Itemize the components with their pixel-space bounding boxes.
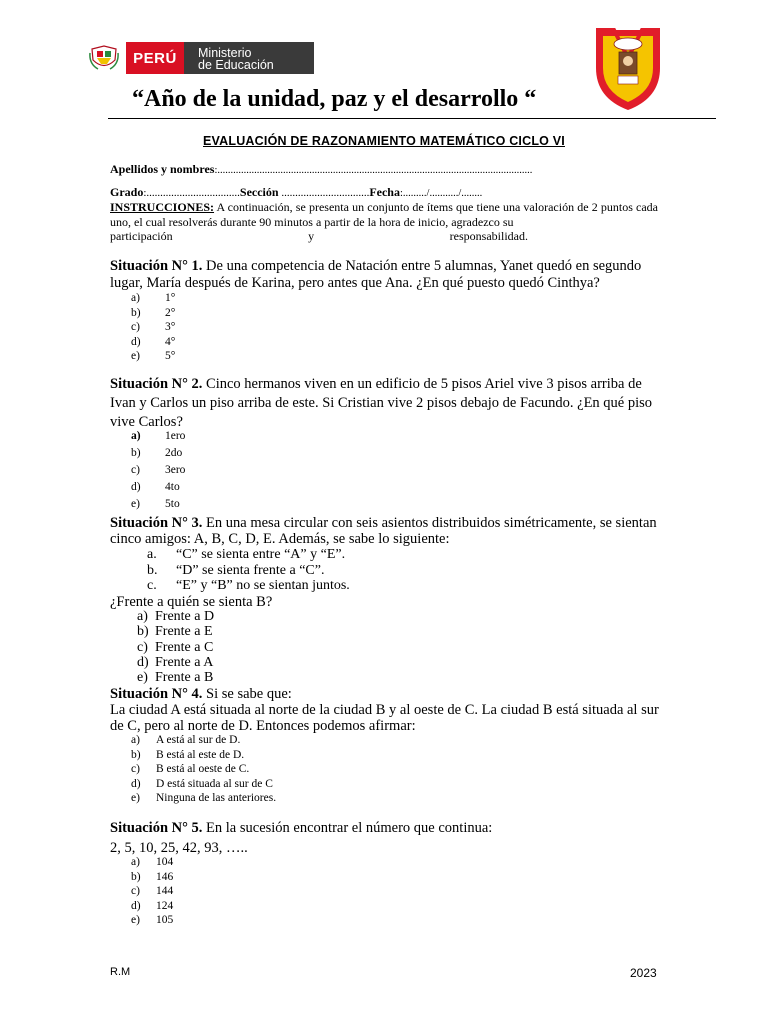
q2-line-1 [110, 375, 670, 394]
option-value: Frente a A [155, 654, 214, 670]
q4-text-2: de C, pero al norte de D. Entonces podemos afirmar: [110, 718, 416, 734]
clue-text: “E” y “B” no se sientan juntos. [176, 578, 350, 593]
option-key: e) [137, 670, 148, 686]
option-value: Frente a D [155, 609, 215, 624]
q4-intro: Si se sabe que: [202, 686, 292, 702]
q1-line-1 [110, 258, 670, 275]
option-value: Frente a C [155, 639, 214, 655]
q3-line-1 [110, 515, 670, 531]
option-value: A está al sur de D. [156, 734, 241, 746]
option-key: a) [131, 856, 140, 868]
option[interactable] [131, 481, 185, 498]
option-key: e) [131, 792, 140, 805]
instructions-last-line [110, 229, 528, 244]
option-value: 5to [165, 498, 180, 510]
question-2 [110, 375, 670, 432]
option-key: b) [131, 306, 141, 319]
option[interactable] [131, 870, 173, 885]
option[interactable] [131, 350, 175, 365]
option-key: c) [137, 639, 148, 655]
names-fill: :........................................................................................................................ [214, 165, 533, 176]
option-value: 124 [156, 899, 174, 912]
option[interactable] [131, 464, 185, 481]
option-value: 2° [165, 306, 176, 319]
q3-text-1: En una mesa circular con seis asientos distribuidos simétricamente, se sientan [202, 515, 657, 531]
option-value: 146 [156, 870, 174, 883]
footer-year: 2023 [630, 966, 657, 980]
motto-open-quote: “ [132, 86, 144, 112]
clue-text: “D” se sienta frente a “C”. [176, 562, 325, 578]
option-value: 104 [156, 856, 174, 868]
option-key: d) [131, 899, 141, 912]
option-value: 2do [165, 447, 183, 459]
motto-text: Año de la unidad, paz y el desarrollo “ [144, 86, 537, 112]
option-key: d) [131, 481, 141, 493]
option[interactable] [137, 609, 214, 624]
option[interactable] [131, 430, 185, 447]
q4-label: Situación N° 4. [110, 686, 203, 702]
option-value: 144 [156, 885, 174, 898]
option[interactable] [131, 913, 173, 928]
option[interactable] [131, 292, 175, 307]
clue [147, 547, 350, 563]
ministry-name [184, 42, 314, 74]
option-value: 1ero [165, 430, 186, 442]
question-4 [110, 686, 670, 734]
section-fill[interactable]: ................................ [278, 187, 370, 199]
school-crest-icon [594, 28, 662, 112]
option-key: d) [131, 335, 141, 348]
q2-label: Situación N° 2. [110, 376, 203, 392]
option-key: b) [131, 447, 141, 459]
option[interactable] [137, 670, 214, 685]
option-value: 105 [156, 914, 174, 927]
clue [147, 578, 350, 594]
option[interactable] [131, 791, 276, 806]
q4-text-1: La ciudad A está situada al norte de la ciudad B y al oeste de C. La ciudad B está situada al sur [110, 702, 659, 718]
q1-options [131, 292, 175, 365]
q4-options [131, 733, 276, 806]
option-value: Frente a E [155, 624, 213, 640]
option-value: Frente a B [155, 670, 214, 686]
option-key: a) [131, 430, 141, 442]
grade-label: Grado [110, 185, 144, 199]
option-value: 1° [165, 292, 176, 304]
option[interactable] [131, 336, 175, 351]
exam-title: EVALUACIÓN DE RAZONAMIENTO MATEMÁTICO CICLO VI [203, 134, 565, 148]
option-value: B está al oeste de C. [156, 763, 250, 776]
option[interactable] [131, 447, 185, 464]
q2-text-2: Ivan y Carlos un piso arriba de este. Si Cristian vive 2 pisos debajo de Facundo. ¿En qué piso [110, 395, 653, 411]
option[interactable] [131, 899, 173, 914]
q3-question: ¿Frente a quién se sienta B? [110, 594, 273, 610]
peru-label: PERÚ [126, 42, 184, 74]
instructions [110, 200, 658, 244]
q5-sequence: 2, 5, 10, 25, 42, 93, ….. [110, 840, 248, 856]
coat-of-arms-icon [82, 42, 126, 74]
section-label: Sección [239, 185, 279, 199]
grade-fill[interactable]: :.................................. [143, 187, 240, 199]
instructions-label: INSTRUCCIONES: [110, 200, 215, 214]
q1-label: Situación N° 1. [110, 258, 203, 274]
option-key: b) [137, 624, 149, 640]
option[interactable] [137, 655, 214, 670]
footer-left: R.M [110, 966, 131, 978]
grade-section-date-row [110, 185, 482, 200]
names-field[interactable] [110, 162, 532, 177]
q3-text-2: cinco amigos: A, B, C, D, E. Además, se sabe lo siguiente: [110, 531, 450, 547]
option[interactable] [131, 733, 276, 748]
option-key: a) [137, 609, 148, 624]
option-value: Ninguna de las anteriores. [156, 792, 277, 805]
option-key: c) [131, 885, 140, 898]
option[interactable] [131, 855, 173, 870]
option-value: 5° [165, 350, 176, 362]
option-key: c) [131, 321, 140, 333]
option[interactable] [137, 624, 214, 639]
q3-label: Situación N° 3. [110, 515, 203, 531]
q3-clues [147, 547, 350, 594]
option[interactable] [131, 748, 276, 763]
question-3 [110, 515, 670, 547]
question-1 [110, 258, 670, 292]
option-key: e) [131, 914, 140, 927]
option-key: c) [131, 763, 140, 776]
option-key: e) [131, 350, 140, 362]
year-motto [132, 86, 536, 113]
q2-text-3: vive Carlos? [110, 414, 183, 430]
q4-line-0 [110, 686, 670, 702]
option[interactable] [131, 307, 175, 322]
instructions-text: A continuación, se presenta un conjunto de ítems que tiene una valoración de 2 puntos cada uno, el cual resolverás durante 90 minutos a partir de la hora de inicio, agradezco su [110, 200, 658, 229]
q1-text-1: De una competencia de Natación entre 5 alumnas, Yanet quedó en segundo [202, 258, 642, 274]
instructions-last-c: responsabilidad. [449, 229, 528, 243]
ministry-line-2: de Educación [198, 58, 274, 72]
q1-text-2: lugar, María después de Karina, pero antes que Ana. ¿En qué puesto quedó Cinthya? [110, 275, 600, 291]
option-value: 4to [165, 481, 180, 493]
option-key: e) [131, 498, 140, 510]
option[interactable] [131, 884, 173, 899]
ministry-logo [82, 42, 314, 74]
clue-text: “C” se sienta entre “A” y “E”. [176, 547, 346, 562]
option[interactable] [131, 762, 276, 777]
clue-key: c. [147, 578, 157, 593]
option-key: a) [131, 734, 140, 746]
instructions-last-b: y [308, 229, 315, 243]
date-fill[interactable]: :........./.........../........ [399, 188, 483, 199]
clue [147, 563, 350, 579]
q2-options [131, 430, 185, 515]
option-value: 4° [165, 335, 176, 348]
question-5 [110, 818, 670, 858]
option-value: 3ero [165, 464, 186, 476]
q2-text-1: Cinco hermanos viven en un edificio de 5 pisos Ariel vive 3 pisos arriba de [202, 376, 642, 392]
option[interactable] [137, 640, 214, 655]
option-value: D está situada al sur de C [156, 777, 273, 790]
q5-options [131, 855, 173, 928]
q5-line-1 [110, 818, 670, 838]
option-key: d) [137, 654, 149, 670]
date-label: Fecha [369, 185, 400, 199]
option-key: d) [131, 777, 141, 790]
option-key: b) [131, 870, 141, 883]
names-label: Apellidos y nombres [110, 162, 215, 176]
header-divider [108, 118, 716, 119]
option[interactable] [131, 777, 276, 792]
clue-key: a. [147, 547, 157, 562]
option[interactable] [131, 321, 175, 336]
q5-text-1: En la sucesión encontrar el número que continua: [202, 820, 493, 836]
option-value: B está al este de D. [156, 748, 245, 761]
instructions-last-a: participación [110, 229, 173, 243]
option-value: 3° [165, 321, 176, 333]
option-key: a) [131, 292, 140, 304]
option[interactable] [131, 498, 185, 515]
option-key: b) [131, 748, 141, 761]
q5-label: Situación N° 5. [110, 820, 203, 836]
option-key: c) [131, 464, 140, 476]
ministry-line-1: Ministerio [198, 46, 252, 60]
clue-key: b. [147, 562, 158, 578]
q3-options [137, 609, 214, 685]
